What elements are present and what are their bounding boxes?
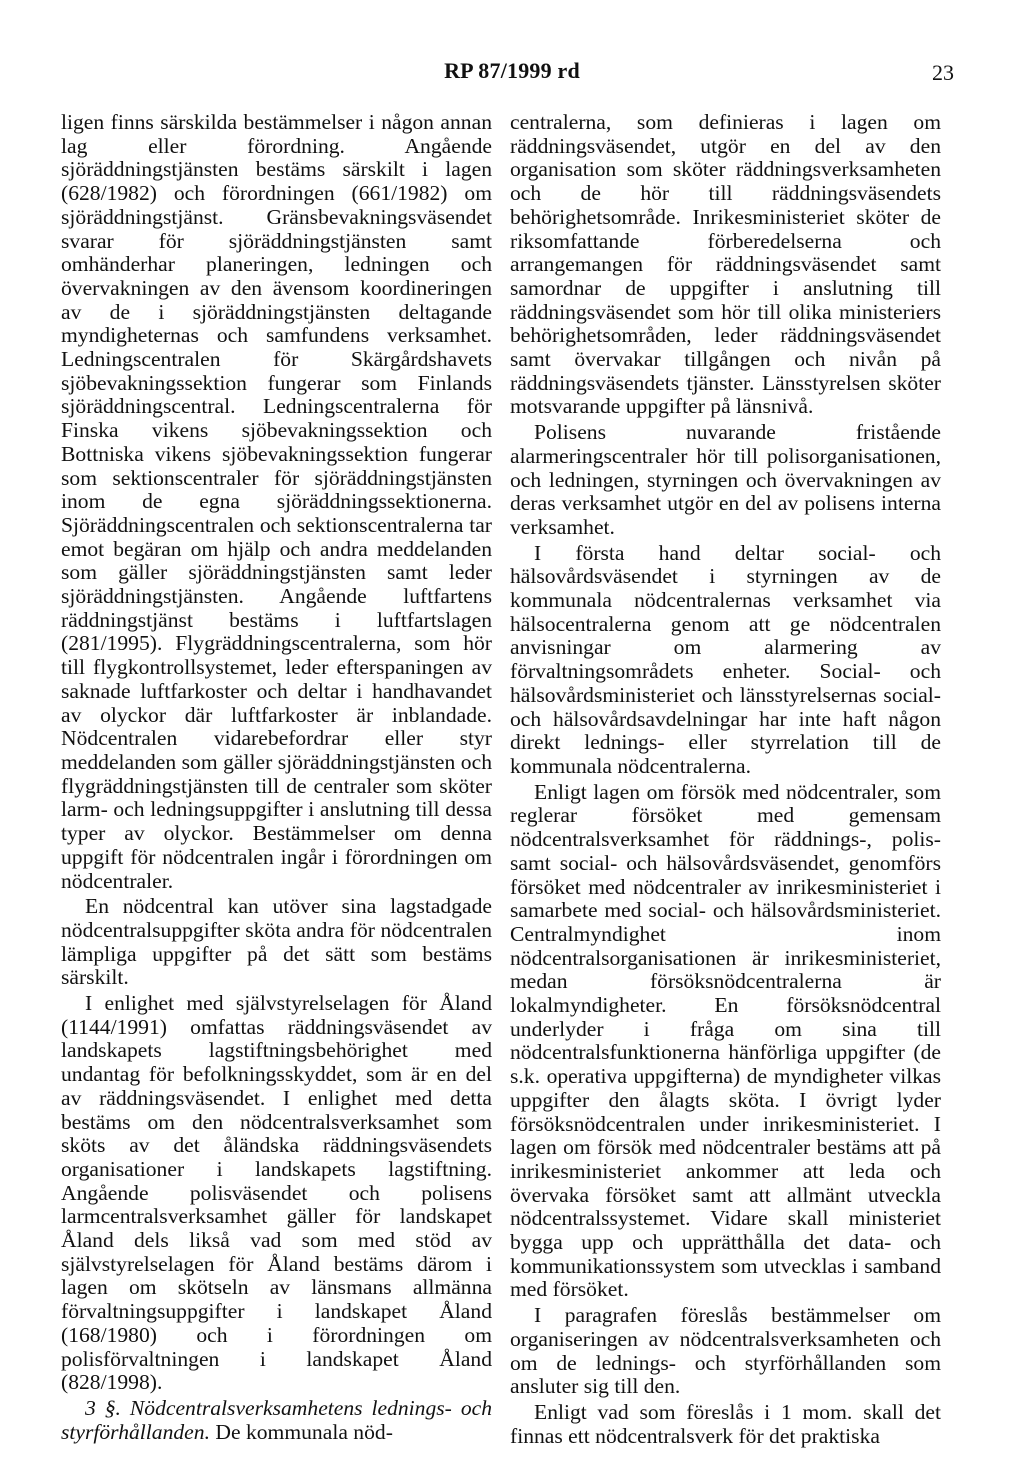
paragraph: I enlighet med självstyrelselagen för Åland (1144/1991) omfattas räddningsväsendet av landskapets lagstiftningsbehörighet med undantag för befolkningsskyddet, som är en del av räddningsväsendet. I enlighet med detta bestäms om den nödcentralsverksamhet som sköts av det åländska räddningsväsendets organisationer i landskapets lagstiftning. Angående polisväsendet och polisens larmcentralsverksamhet gäller för landskapet Åland dels likså vad som med stöd av självstyrelselagen för Åland bestäms därom i lagen om skötseln av länsmans allmänna förvaltningsuppgifter i landskapet Åland (168/1980) och i förordningen om polisförvaltningen i landskapet Åland (828/1998).	[61, 991, 492, 1395]
page-number: 23	[932, 60, 954, 85]
paragraph: ligen finns särskilda bestämmelser i någon annan lag eller förordning. Angående sjöräddningstjänsten bestäms särskilt i lagen (628/1982) och förordningen (661/1982) om sjöräddningstjänst. Gränsbevakningsväsendet svarar för sjöräddningstjänsten samt omhänderhar planeringen, ledningen och övervakningen av den ävensom koordineringen av de i sjöräddningstjänsten deltagande myndigheternas och samfundens verksamhet. Ledningscentralen för Skärgårdshavets sjöbevakningssektion fungerar som Finlands sjöräddningscentral. Ledningscentralerna för Finska vikens sjöbevakningssektion och Bottniska vikens sjöbevakningssektion fungerar som sektionscentraler för sjöräddningstjänsten inom de egna sjöräddningssektionerna. Sjöräddningscentralen och sektionscentralerna tar emot begäran om hjälp och andra meddelanden som gäller sjöräddningstjänsten samt leder sjöräddningstjänsten. Angående luftfartens räddningstjänst bestäms i luftfartslagen (281/1995). Flygräddningscentralerna, som hör till flygkontrollsystemet, leder efterspaningen av saknade luftfarkoster och deltar i handhavandet av olyckor där luftfarkoster är inblandade. Nödcentralen vidarebefordrar eller styr meddelanden som gäller sjöräddningstjänsten och flygräddningstjänsten till de centraler som sköter larm- och ledningsuppgifter i anslutning till dessa typer av olyckor. Bestämmelser om denna uppgift för nödcentralen ingår i förordningen om nödcentraler.	[61, 110, 492, 893]
paragraph: Enligt vad som föreslås i 1 mom. skall det finnas ett nödcentralsverk för det praktiska	[510, 1399, 941, 1448]
paragraph: Polisens nuvarande fristående alarmeringscentraler hör till polisorganisationen, och ledningen, styrningen och övervakningen av deras verksamhet utgör en del av polisens interna verksamhet.	[510, 420, 941, 539]
paragraph: centralerna, som definieras i lagen om räddningsväsendet, utgör en del av den organisation som sköter räddningsverksamheten och de hör till räddningsväsendets behörighetsområde. Inrikesministeriet sköter de riksomfattande förberedelserna och arrangemangen för räddningsväsendet samt samordnar de uppgifter i anslutning till räddningsväsendet som hör till olika ministeriers behörighetsområden, leder räddningsväsendet samt övervakar tillgången och nivån på räddningsväsendets tjänster. Länsstyrelsen sköter motsvarande uppgifter på länsnivå.	[510, 110, 941, 419]
paragraph: En nödcentral kan utöver sina lagstadgade nödcentralsuppgifter sköta andra för nödcentralen lämpliga uppgifter på det sätt som bestäms särskilt.	[61, 894, 492, 990]
section-paragraph	[61, 1397, 492, 1444]
paragraph: I första hand deltar social- och hälsovårdsväsendet i styrningen av de kommunala nödcentralernas verksamhet via hälsocentralerna genom att ge nödcentralen anvisningar om alarmering av förvaltningsområdets enheter. Social- och hälsovårdsministeriet och länsstyrelsernas social- och hälsovårdsavdelningar har inte haft någon direkt lednings- eller styrrelation till de kommunala nödcentralerna.	[510, 540, 941, 778]
left-column	[61, 111, 492, 1444]
right-column	[510, 111, 941, 1448]
section-heading: 3 §. Nödcentralsverksamhetens lednings- och styrförhållanden.	[61, 1395, 492, 1444]
page-header	[0, 58, 1024, 88]
paragraph: Enligt lagen om försök med nödcentraler, som reglerar försöket med gemensam nödcentralsverksamhet för räddnings-, polis- samt social- och hälsovårdsväsendet, genomförs försöket med nödcentraler av inrikesministeriet i samarbete med social- och hälsovårdsministeriet. Centralmyndighet inom nödcentralsorganisationen är inrikesministeriet, medan försöksnödcentralerna är lokalmyndigheter. En försöksnödcentral underlyder i fråga om sina till nödcentralsfunktionerna hänförliga uppgifter (de s.k. operativa uppgifterna) de myndigheter vilkas uppgifter den ålagts sköta. I övrigt lyder försöksnödcentralen under inrikesministeriet. I lagen om försök med nödcentraler bestäms att på inrikesministeriet ankommer att leda och övervaka försöket samt att allmänt utveckla nödcentralssystemet. Vidare skall ministeriet bygga upp och upprätthålla det data- och kommunikationssystem som utvecklas i samband med försöket.	[510, 779, 941, 1302]
paragraph: I paragrafen föreslås bestämmelser om organiseringen av nödcentralsverksamheten och om de lednings- och styrförhållanden som ansluter sig till den.	[510, 1303, 941, 1399]
running-head: RP 87/1999 rd	[444, 58, 580, 83]
section-text: De kommunala nöd-	[215, 1419, 393, 1444]
